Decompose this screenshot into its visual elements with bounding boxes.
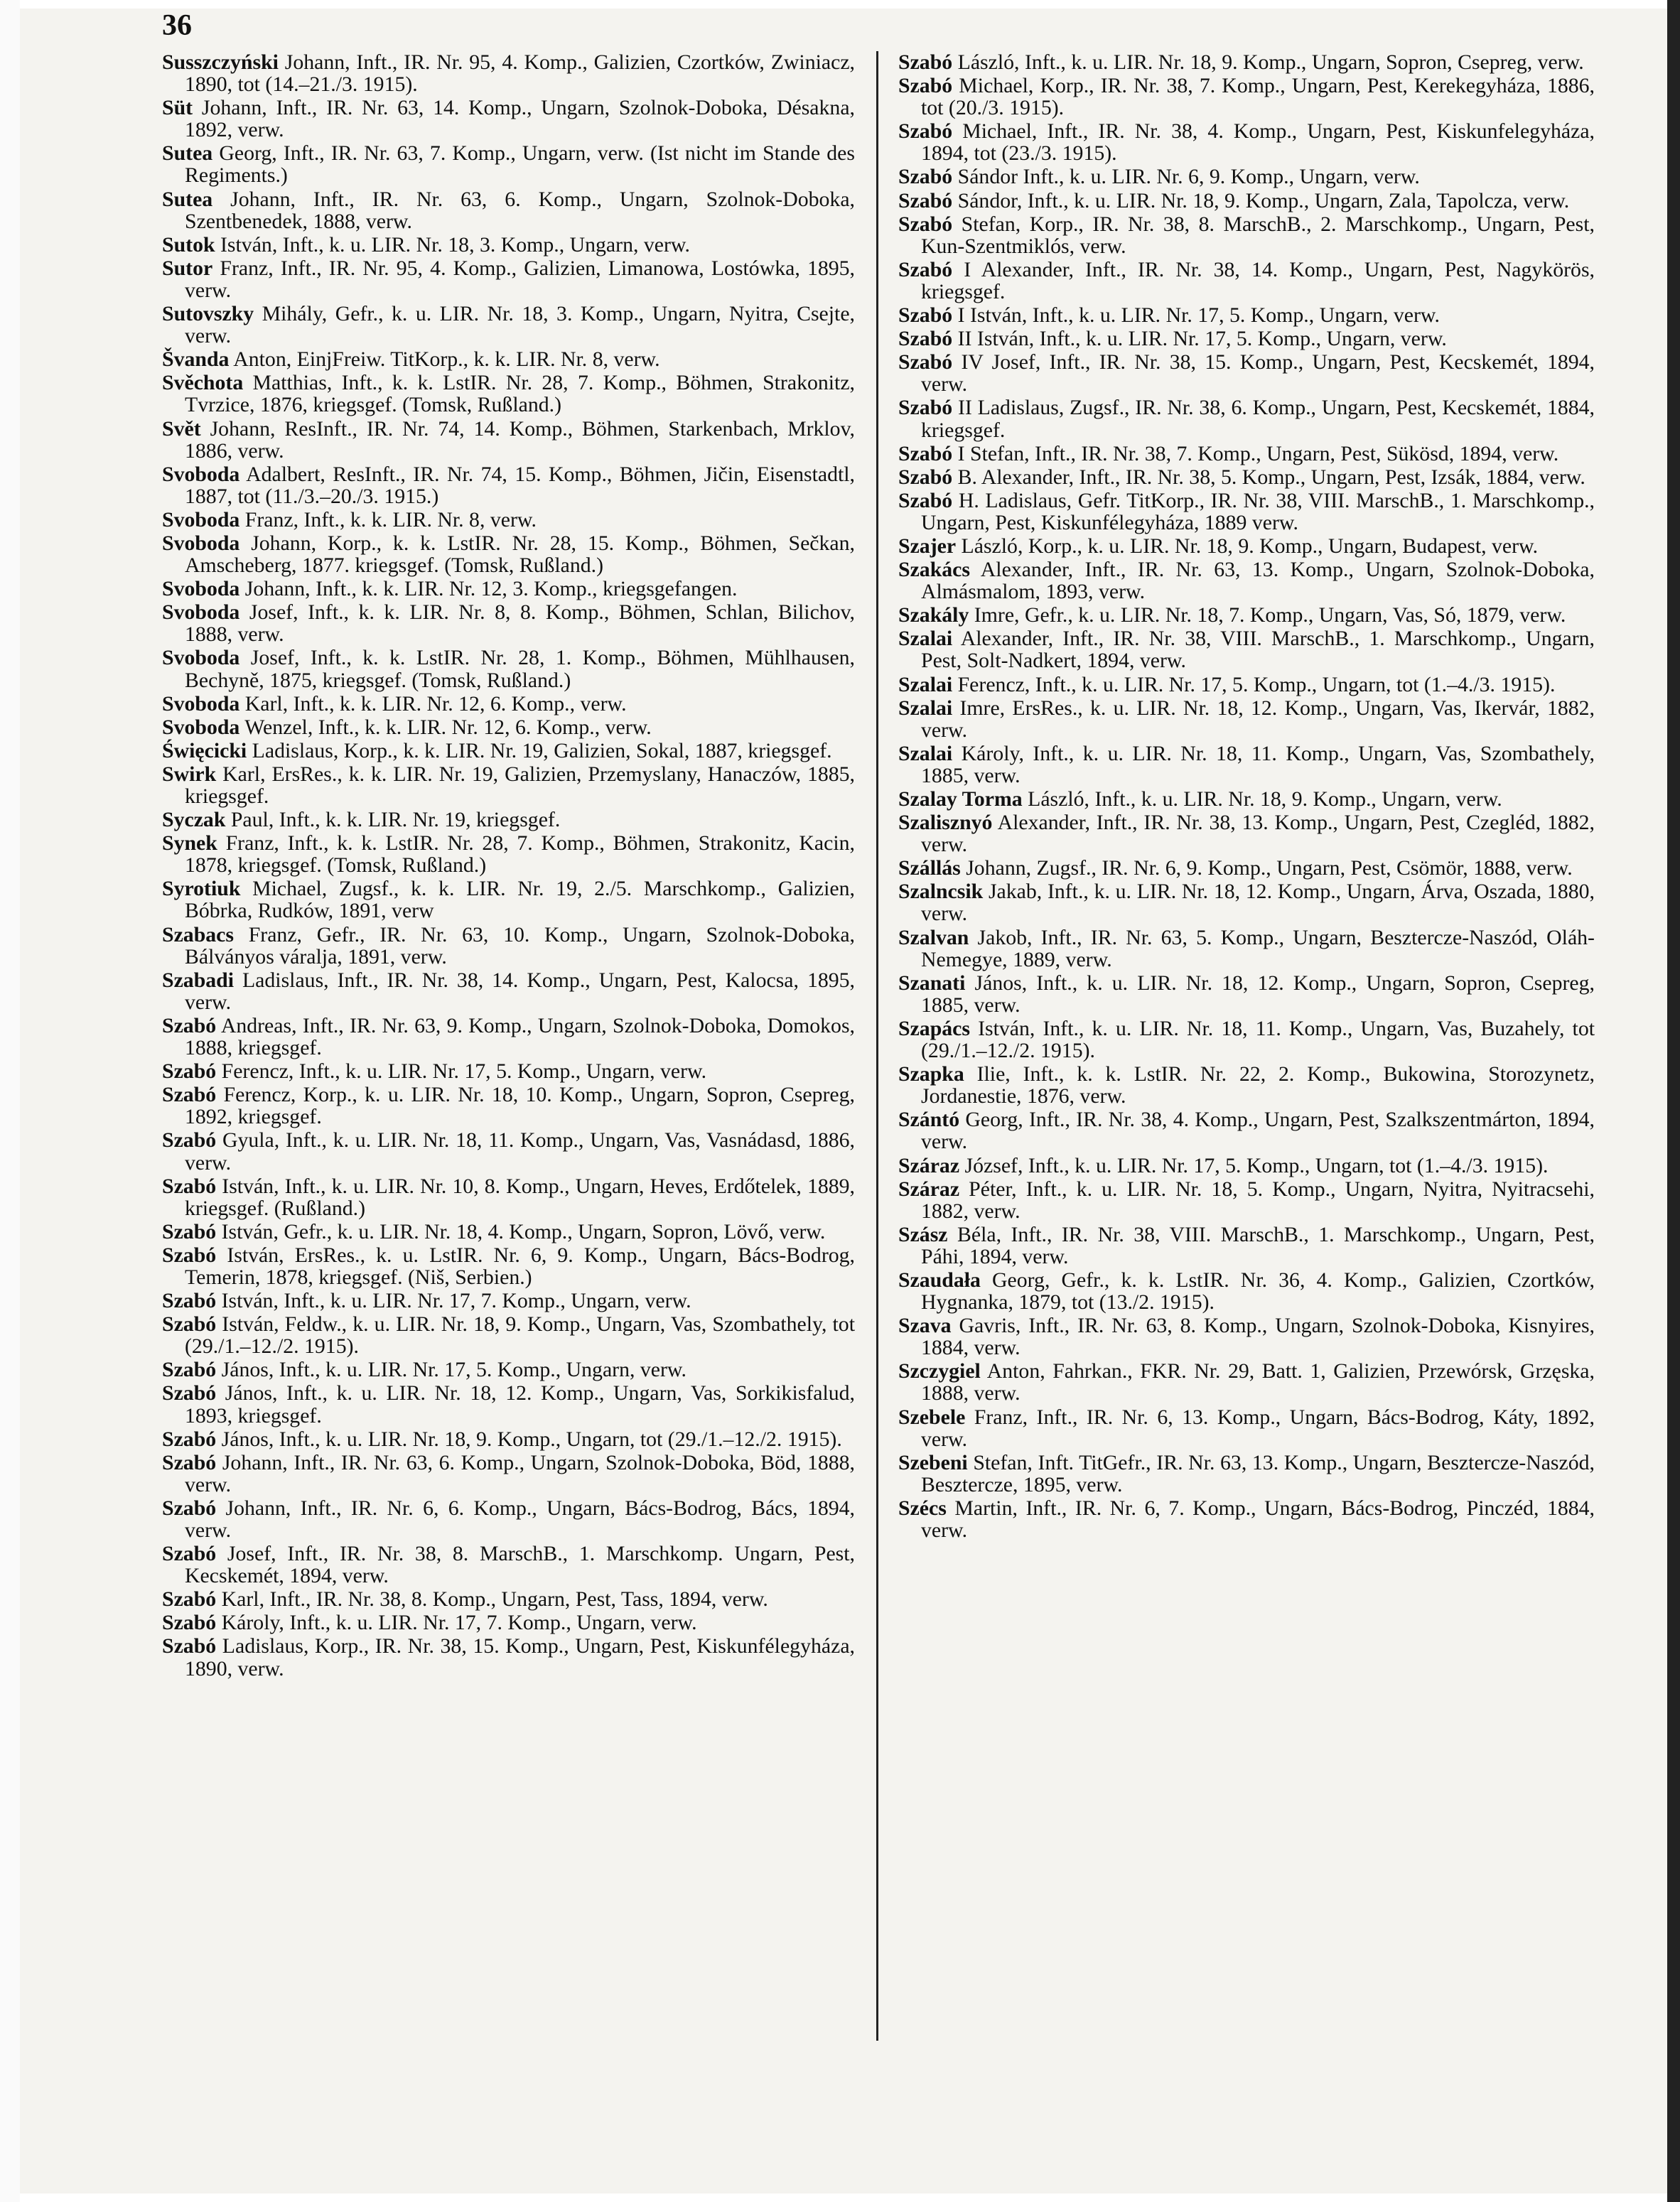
register-entry (898, 1224, 1595, 1268)
entry-surname: Szava (898, 1314, 952, 1338)
entry-details: Ladislaus, Korp., IR. Nr. 38, 15. Komp., Ungarn, Pest, Kiskunfélegyháza, 1890, verw. (185, 1634, 855, 1680)
entry-details: Andreas, Inft., IR. Nr. 63, 9. Komp., Ungarn, Szolnok-Doboka, Domokos, 1888, kriegsgef. (185, 1013, 855, 1060)
entry-details: I Stefan, Inft., IR. Nr. 38, 7. Komp., Ungarn, Pest, Sükösd, 1894, verw. (957, 441, 1559, 465)
register-entry (898, 120, 1595, 164)
entry-surname: Szász (898, 1222, 948, 1246)
register-entry (162, 348, 855, 370)
entry-details: Johann, Inft., IR. Nr. 95, 4. Komp., Galizien, Czortków, Zwiniacz, 1890, tot (14.–21./3. 1915). (185, 50, 855, 97)
entry-details: János, Inft., k. u. LIR. Nr. 17, 5. Komp., Ungarn, verw. (221, 1358, 686, 1382)
register-entry (162, 1175, 855, 1219)
entry-surname: Szaudała (898, 1268, 981, 1292)
entry-surname: Szabó (162, 1289, 217, 1313)
entry-details: István, Inft., k. u. LIR. Nr. 18, 3. Komp., Ungarn, verw. (220, 232, 690, 257)
entry-surname: Szalisznyó (898, 811, 993, 835)
register-entry (162, 142, 855, 186)
register-entry (162, 763, 855, 807)
entry-details: Johann, ResInft., IR. Nr. 74, 14. Komp., Böhmen, Starkenbach, Mrklov, 1886, verw. (185, 416, 855, 463)
entry-surname: Sutor (162, 256, 213, 280)
entry-surname: Szabó (898, 50, 953, 74)
register-entry (162, 1382, 855, 1426)
register-entry (162, 1060, 855, 1082)
entry-surname: Szabó (898, 188, 953, 212)
register-entry (898, 857, 1595, 879)
entry-details: Alexander, Inft., IR. Nr. 63, 13. Komp., Ungarn, Szolnok-Doboka, Almásmalom, 1893, verw. (921, 558, 1595, 604)
entry-details: Franz, Inft., IR. Nr. 6, 13. Komp., Ungarn, Bács-Bodrog, Káty, 1892, verw. (921, 1405, 1595, 1451)
register-entry (898, 328, 1595, 350)
entry-surname: Szabó (162, 1174, 217, 1198)
entry-surname: Szabó (898, 327, 953, 351)
entry-details: István, Inft., k. u. LIR. Nr. 10, 8. Komp., Ungarn, Heves, Erdőtelek, 1889, kriegsgef. (Rußland.) (185, 1174, 855, 1220)
entry-details: Mihály, Gefr., k. u. LIR. Nr. 18, 3. Komp., Ungarn, Nyitra, Csejte, verw. (185, 302, 855, 348)
register-entry (898, 351, 1595, 395)
entry-surname: Szabó (898, 465, 953, 489)
entry-details: Josef, Inft., k. k. LstIR. Nr. 28, 1. Komp., Böhmen, Mühlhausen, Bechyně, 1875, kriegsgef. (Tomsk, Rußland.) (185, 646, 856, 692)
entry-details: István, Feldw., k. u. LIR. Nr. 18, 9. Komp., Ungarn, Vas, Szombathely, tot (29./1.–12./2. 1915). (185, 1312, 855, 1359)
entry-surname: Szállás (898, 856, 961, 880)
register-entry (898, 1315, 1595, 1359)
entry-surname: Szajer (898, 534, 957, 558)
entry-surname: Száraz (898, 1177, 960, 1201)
entry-surname: Svět (162, 416, 201, 441)
register-entry (162, 234, 855, 256)
register-entry (162, 1290, 855, 1312)
entry-surname: Svoboda (162, 600, 240, 625)
register-entry (898, 604, 1595, 626)
register-entry (898, 1406, 1595, 1450)
entry-surname: Szabó (162, 1542, 217, 1566)
scan-edge-right (1667, 0, 1680, 2202)
entry-surname: Sutea (162, 141, 213, 166)
entry-details: I István, Inft., k. u. LIR. Nr. 17, 5. Komp., Ungarn, verw. (957, 303, 1440, 328)
entry-details: Wenzel, Inft., k. k. LIR. Nr. 12, 6. Komp., verw. (244, 715, 652, 739)
entry-details: László, Inft., k. u. LIR. Nr. 18, 9. Komp., Ungarn, Sopron, Csepreg, verw. (957, 50, 1584, 74)
register-entry (162, 878, 855, 922)
entry-surname: Szabó (162, 1496, 217, 1520)
entry-details: Alexander, Inft., IR. Nr. 38, VIII. MarschB., 1. Marschkomp., Ungarn, Pest, Solt-Nadkert, 1894, verw. (921, 627, 1595, 673)
entry-surname: Szabó (898, 119, 953, 144)
entry-surname: Švanda (162, 347, 230, 372)
register-entry (162, 832, 855, 876)
entry-details: IV Josef, Inft., IR. Nr. 38, 15. Komp., Ungarn, Pest, Kecskemét, 1894, verw. (921, 350, 1595, 396)
register-entry (162, 1497, 855, 1541)
entry-details: Péter, Inft., k. u. LIR. Nr. 18, 5. Komp., Ungarn, Nyitra, Nyitracsehi, 1882, verw. (921, 1177, 1595, 1223)
entry-surname: Szabó (898, 396, 953, 420)
register-entry (162, 372, 855, 416)
entry-details: Alexander, Inft., IR. Nr. 38, 13. Komp., Ungarn, Pest, Czegléd, 1882, verw. (921, 811, 1595, 857)
register-entry (898, 213, 1595, 257)
register-entry (162, 740, 855, 762)
entry-surname: Szapka (898, 1062, 964, 1086)
column-divider (876, 51, 878, 2041)
entry-details: János, Inft., k. u. LIR. Nr. 18, 9. Komp., Ungarn, tot (29./1.–12./2. 1915). (221, 1427, 842, 1451)
register-entry (162, 1543, 855, 1587)
entry-details: István, Inft., k. u. LIR. Nr. 18, 11. Komp., Ungarn, Vas, Buzahely, tot (29./1.–12./2. 1915). (921, 1016, 1595, 1063)
entry-details: H. Ladislaus, Gefr. TitKorp., IR. Nr. 38, VIII. MarschB., 1. Marschkomp., Ungarn, Pest, Kiskunfélegyháza, 1889 verw. (921, 488, 1595, 534)
entry-details: I Alexander, Inft., IR. Nr. 38, 14. Komp., Ungarn, Pest, Nagykörös, kriegsgef. (921, 257, 1595, 303)
entry-details: Johann, Korp., k. k. LstIR. Nr. 28, 15. Komp., Böhmen, Sečkan, Amscheberg, 1877. kriegsgef. (Tomsk, Rußland.) (185, 531, 855, 578)
entry-details: Ladislaus, Inft., IR. Nr. 38, 14. Komp., Ungarn, Pest, Kalocsa, 1895, verw. (185, 968, 855, 1014)
entry-surname: Svoboda (162, 531, 240, 555)
entry-details: Ferencz, Korp., k. u. LIR. Nr. 18, 10. Komp., Ungarn, Sopron, Csepreg, 1892, kriegsgef. (185, 1083, 856, 1129)
entry-surname: Szabó (898, 350, 953, 374)
entry-surname: Susszczyński (162, 50, 279, 74)
entry-details: Gyula, Inft., k. u. LIR. Nr. 18, 11. Komp., Ungarn, Vas, Vasnádasd, 1886, verw. (185, 1128, 855, 1175)
entry-details: István, Inft., k. u. LIR. Nr. 17, 7. Komp., Ungarn, verw. (221, 1289, 691, 1313)
entry-surname: Szalai (898, 696, 953, 720)
register-entry (162, 924, 855, 968)
register-entry (898, 490, 1595, 534)
register-entry (898, 1497, 1595, 1541)
register-entry (162, 97, 855, 141)
entry-details: István, ErsRes., k. u. LstIR. Nr. 6, 9. Komp., Ungarn, Bács-Bodrog, Temerin, 1878, kriegsgef. (Niš, Serbien.) (185, 1243, 856, 1289)
entry-details: Adalbert, ResInft., IR. Nr. 74, 15. Komp., Böhmen, Jičin, Eisenstadtl, 1887, tot (11./3.–20./3. 1915.) (185, 462, 855, 508)
register-entry (162, 418, 855, 462)
entry-details: László, Korp., k. u. LIR. Nr. 18, 9. Komp., Ungarn, Budapest, verw. (961, 534, 1539, 558)
entry-surname: Szabó (162, 1312, 217, 1337)
register-entry (162, 257, 855, 301)
entry-details: Franz, Gefr., IR. Nr. 63, 10. Komp., Ungarn, Szolnok-Doboka, Bálványos váralja, 1891, verw. (185, 922, 855, 968)
register-entry (898, 1269, 1595, 1313)
entry-details: Stefan, Korp., IR. Nr. 38, 8. MarschB., 2. Marschkomp., Ungarn, Pest, Kun-Szentmiklós, verw. (921, 212, 1595, 258)
entry-surname: Szanati (898, 971, 966, 995)
entry-details: Georg, Inft., IR. Nr. 38, 4. Komp., Ungarn, Pest, Szalkszentmárton, 1894, verw. (921, 1108, 1595, 1154)
register-entry (162, 1428, 855, 1450)
entry-surname: Süt (162, 96, 193, 120)
register-entry (898, 396, 1595, 441)
entry-details: Ferencz, Inft., k. u. LIR. Nr. 17, 5. Komp., Ungarn, verw. (221, 1059, 707, 1084)
entry-surname: Szabó (898, 488, 953, 512)
register-entry (898, 788, 1595, 810)
entry-surname: Svoboda (162, 507, 240, 531)
register-entry (162, 716, 855, 738)
register-entry (898, 1063, 1595, 1107)
entry-surname: Szécs (898, 1496, 947, 1520)
right-column (898, 51, 1595, 1543)
page-number: 36 (162, 9, 192, 42)
entry-details: Franz, Inft., k. k. LIR. Nr. 8, verw. (244, 507, 537, 531)
entry-surname: Száraz (898, 1153, 960, 1177)
entry-surname: Szántó (898, 1108, 960, 1132)
entry-surname: Szabó (898, 74, 953, 98)
register-entry (162, 1635, 855, 1679)
entry-surname: Svoboda (162, 577, 240, 601)
entry-surname: Szakács (898, 558, 970, 582)
register-entry (162, 1221, 855, 1243)
register-entry (162, 969, 855, 1013)
register-entry (898, 1452, 1595, 1496)
entry-details: Stefan, Inft. TitGefr., IR. Nr. 63, 13. Komp., Ungarn, Besztercze-Naszód, Besztercze, 1895, verw. (921, 1450, 1595, 1496)
register-entry (898, 880, 1595, 924)
entry-surname: Szabó (898, 165, 953, 189)
register-entry (898, 674, 1595, 696)
entry-surname: Szapács (898, 1016, 970, 1040)
entry-surname: Svoboda (162, 715, 240, 739)
entry-details: Ladislaus, Korp., k. k. LIR. Nr. 19, Galizien, Sokal, 1887, kriegsgef. (252, 738, 832, 762)
register-entry (162, 1244, 855, 1288)
entry-surname: Szalai (898, 627, 953, 651)
register-entry (898, 535, 1595, 557)
entry-details: Johann, Inft., k. k. LIR. Nr. 12, 3. Komp., kriegsgefangen. (244, 577, 738, 601)
register-entry (162, 1452, 855, 1496)
entry-details: Johann, Inft., IR. Nr. 63, 6. Komp., Ungarn, Szolnok-Doboka, Böd, 1888, verw. (185, 1450, 855, 1496)
register-entry (898, 1360, 1595, 1404)
register-entry (898, 927, 1595, 971)
entry-surname: Szabó (162, 1634, 217, 1658)
entry-surname: Szakály (898, 603, 969, 627)
entry-details: Károly, Inft., k. u. LIR. Nr. 18, 11. Komp., Ungarn, Vas, Szombathely, 1885, verw. (921, 741, 1595, 787)
register-entry (162, 1612, 855, 1634)
register-entry (162, 693, 855, 715)
entry-surname: Szalay Torma (898, 787, 1023, 811)
entry-details: József, Inft., k. u. LIR. Nr. 17, 5. Komp., Ungarn, tot (1.–4./3. 1915). (964, 1153, 1549, 1177)
entry-details: Imre, Gefr., k. u. LIR. Nr. 18, 7. Komp., Ungarn, Vas, Só, 1879, verw. (974, 603, 1566, 627)
register-entry (898, 811, 1595, 856)
entry-surname: Szabó (162, 1243, 217, 1267)
entry-details: Jakob, Inft., IR. Nr. 63, 5. Komp., Ungarn, Besztercze-Naszód, Oláh-Nemegye, 1889, verw. (921, 925, 1595, 971)
entry-details: János, Inft., k. u. LIR. Nr. 18, 12. Komp., Ungarn, Sopron, Csepreg, 1885, verw. (921, 971, 1595, 1017)
entry-details: János, Inft., k. u. LIR. Nr. 18, 12. Komp., Ungarn, Vas, Sorkikisfalud, 1893, kriegsgef. (185, 1381, 855, 1427)
register-entry (898, 166, 1595, 188)
register-entry (898, 1108, 1595, 1153)
entry-surname: Synek (162, 831, 217, 856)
register-entry (898, 972, 1595, 1016)
entry-details: Franz, Inft., k. k. LstIR. Nr. 28, 7. Komp., Böhmen, Strakonitz, Kacin, 1878, kriegsgef. (Tomsk, Rußland.) (185, 831, 856, 878)
entry-surname: Svoboda (162, 646, 240, 670)
entry-surname: Szabacs (162, 922, 234, 946)
entry-details: Johann, Inft., IR. Nr. 63, 14. Komp., Ungarn, Szolnok-Doboka, Désakna, 1892, verw. (185, 96, 855, 142)
entry-details: István, Gefr., k. u. LIR. Nr. 18, 4. Komp., Ungarn, Sopron, Lövő, verw. (221, 1219, 826, 1243)
register-entry (898, 190, 1595, 212)
entry-details: László, Inft., k. u. LIR. Nr. 18, 9. Komp., Ungarn, verw. (1028, 787, 1502, 811)
entry-surname: Sutovszky (162, 302, 254, 326)
entry-details: Johann, Zugsf., IR. Nr. 6, 9. Komp., Ungarn, Pest, Csömör, 1888, verw. (966, 856, 1573, 880)
entry-surname: Szczygiel (898, 1359, 981, 1383)
entry-details: Johann, Inft., IR. Nr. 63, 6. Komp., Ungarn, Szolnok-Doboka, Szentbenedek, 1888, verw. (185, 187, 856, 233)
entry-surname: Szabó (898, 303, 953, 328)
register-entry (162, 532, 855, 576)
entry-details: Béla, Inft., IR. Nr. 38, VIII. MarschB., 1. Marschkomp., Ungarn, Pest, Páhi, 1894, verw. (921, 1222, 1595, 1268)
entry-surname: Szalai (898, 672, 953, 696)
entry-surname: Święcicki (162, 738, 247, 762)
left-column (162, 51, 855, 1681)
register-entry (898, 1155, 1595, 1177)
register-entry (162, 303, 855, 347)
entry-details: Anton, EinjFreiw. TitKorp., k. k. LIR. Nr. 8, verw. (233, 347, 660, 372)
entry-surname: Szabó (162, 1219, 217, 1243)
entry-details: Martin, Inft., IR. Nr. 6, 7. Komp., Ungarn, Bács-Bodrog, Pinczéd, 1884, verw. (921, 1496, 1595, 1542)
entry-details: II István, Inft., k. u. LIR. Nr. 17, 5. Komp., Ungarn, verw. (957, 327, 1447, 351)
entry-details: Johann, Inft., IR. Nr. 6, 6. Komp., Ungarn, Bács-Bodrog, Bács, 1894, verw. (185, 1496, 855, 1542)
entry-surname: Szebeni (898, 1450, 968, 1474)
entry-surname: Szabó (162, 1450, 217, 1474)
entry-surname: Svoboda (162, 691, 240, 716)
entry-surname: Swirk (162, 762, 217, 786)
entry-details: Michael, Inft., IR. Nr. 38, 4. Komp., Ungarn, Pest, Kiskunfelegyháza, 1894, tot (23./3. 1915). (921, 119, 1595, 166)
register-entry (162, 809, 855, 831)
entry-details: Karl, Inft., k. k. LIR. Nr. 12, 6. Komp., verw. (244, 691, 627, 716)
entry-surname: Svoboda (162, 462, 240, 486)
entry-surname: Szalai (898, 741, 953, 765)
register-entry (162, 1359, 855, 1381)
register-entry (162, 1084, 855, 1128)
entry-surname: Szabadi (162, 968, 235, 992)
register-entry (162, 1588, 855, 1610)
register-entry (898, 743, 1595, 787)
entry-surname: Svěchota (162, 371, 244, 395)
entry-details: Sándor, Inft., k. u. LIR. Nr. 18, 9. Komp., Ungarn, Zala, Tapolcza, verw. (957, 188, 1570, 212)
entry-surname: Szabó (162, 1611, 217, 1635)
entry-surname: Sutea (162, 187, 213, 211)
entry-surname: Szebele (898, 1405, 966, 1429)
register-entry (898, 627, 1595, 671)
register-entry (162, 601, 855, 645)
register-entry (162, 647, 855, 691)
entry-details: Károly, Inft., k. u. LIR. Nr. 17, 7. Komp., Ungarn, verw. (221, 1611, 697, 1635)
register-entry (162, 463, 855, 507)
register-entry (898, 51, 1595, 73)
entry-surname: Syczak (162, 808, 226, 832)
register-entry (898, 1178, 1595, 1222)
entry-details: Imre, ErsRes., k. u. LIR. Nr. 18, 12. Komp., Ungarn, Vas, Ikervár, 1882, verw. (921, 696, 1595, 742)
entry-details: Josef, Inft., k. k. LIR. Nr. 8, 8. Komp., Böhmen, Schlan, Bilichov, 1888, verw. (185, 600, 855, 647)
entry-details: Franz, Inft., IR. Nr. 95, 4. Komp., Galizien, Limanowa, Lostówka, 1895, verw. (185, 256, 855, 302)
entry-details: Sándor Inft., k. u. LIR. Nr. 6, 9. Komp., Ungarn, verw. (957, 165, 1420, 189)
entry-surname: Szabó (898, 257, 953, 281)
entry-details: Georg, Gefr., k. k. LstIR. Nr. 36, 4. Komp., Galizien, Czortków, Hygnanka, 1879, tot (13./2. 1915). (921, 1268, 1595, 1315)
register-entry (898, 304, 1595, 326)
entry-surname: Szabó (162, 1587, 217, 1612)
register-entry (898, 259, 1595, 303)
entry-details: Ferencz, Inft., k. u. LIR. Nr. 17, 5. Komp., Ungarn, tot (1.–4./3. 1915). (957, 672, 1556, 696)
entry-details: B. Alexander, Inft., IR. Nr. 38, 5. Komp., Ungarn, Pest, Izsák, 1884, verw. (957, 465, 1585, 489)
entry-details: Paul, Inft., k. k. LIR. Nr. 19, kriegsgef. (230, 808, 561, 832)
entry-surname: Szalncsik (898, 880, 984, 904)
register-entry (162, 1129, 855, 1173)
register-entry (898, 466, 1595, 488)
register-entry (898, 697, 1595, 741)
entry-surname: Szabó (162, 1013, 217, 1037)
entry-surname: Szabó (162, 1427, 217, 1451)
entry-details: Josef, Inft., IR. Nr. 38, 8. MarschB., 1. Marschkomp. Ungarn, Pest, Kecskemét, 1894, verw. (185, 1542, 855, 1588)
entry-surname: Szabó (898, 212, 953, 236)
entry-details: Gavris, Inft., IR. Nr. 63, 8. Komp., Ungarn, Szolnok-Doboka, Kisnyires, 1884, verw. (921, 1314, 1595, 1360)
register-entry (898, 75, 1595, 119)
entry-surname: Szabó (162, 1381, 217, 1405)
entry-surname: Szabó (162, 1128, 217, 1153)
entry-details: Karl, ErsRes., k. k. LIR. Nr. 19, Galizien, Przemyslany, Hanaczów, 1885, kriegsgef. (185, 762, 856, 808)
register-entry (898, 558, 1595, 603)
entry-details: Michael, Korp., IR. Nr. 38, 7. Komp., Ungarn, Pest, Kerekegyháza, 1886, tot (20./3. 1915). (921, 74, 1595, 120)
register-entry (898, 443, 1595, 465)
entry-details: Karl, Inft., IR. Nr. 38, 8. Komp., Ungarn, Pest, Tass, 1894, verw. (221, 1587, 768, 1612)
entry-surname: Szabó (162, 1083, 217, 1107)
register-entry (898, 1018, 1595, 1062)
entry-details: Jakab, Inft., k. u. LIR. Nr. 18, 12. Komp., Ungarn, Árva, Oszada, 1880, verw. (921, 880, 1595, 926)
register-entry (162, 578, 855, 600)
entry-surname: Syrotiuk (162, 877, 241, 901)
register-entry (162, 509, 855, 531)
scan-margin-left (0, 0, 20, 2202)
entry-surname: Sutok (162, 232, 215, 257)
register-entry (162, 1313, 855, 1357)
register-entry (162, 51, 855, 95)
entry-surname: Szabó (898, 441, 953, 465)
entry-details: Michael, Zugsf., k. k. LIR. Nr. 19, 2./5. Marschkomp., Galizien, Bóbrka, Rudków, 1891, verw (185, 877, 855, 923)
entry-details: II Ladislaus, Zugsf., IR. Nr. 38, 6. Komp., Ungarn, Pest, Kecskemét, 1884, kriegsgef. (921, 396, 1595, 442)
entry-details: Anton, Fahrkan., FKR. Nr. 29, Batt. 1, Galizien, Przewórsk, Grzęska, 1888, verw. (921, 1359, 1595, 1405)
register-entry (162, 188, 855, 232)
entry-surname: Szalvan (898, 925, 969, 949)
entry-surname: Szabó (162, 1358, 217, 1382)
entry-details: Matthias, Inft., k. k. LstIR. Nr. 28, 7. Komp., Böhmen, Strakonitz, Tvrzice, 1876, kriegsgef. (Tomsk, Rußland.) (185, 371, 855, 417)
register-entry (162, 1015, 855, 1059)
entry-surname: Szabó (162, 1059, 217, 1084)
entry-details: Ilie, Inft., k. k. LstIR. Nr. 22, 2. Komp., Bukowina, Storozynetz, Jordanestie, 1876, verw. (921, 1062, 1595, 1108)
entry-details: Georg, Inft., IR. Nr. 63, 7. Komp., Ungarn, verw. (Ist nicht im Stande des Regiments.) (185, 141, 856, 188)
